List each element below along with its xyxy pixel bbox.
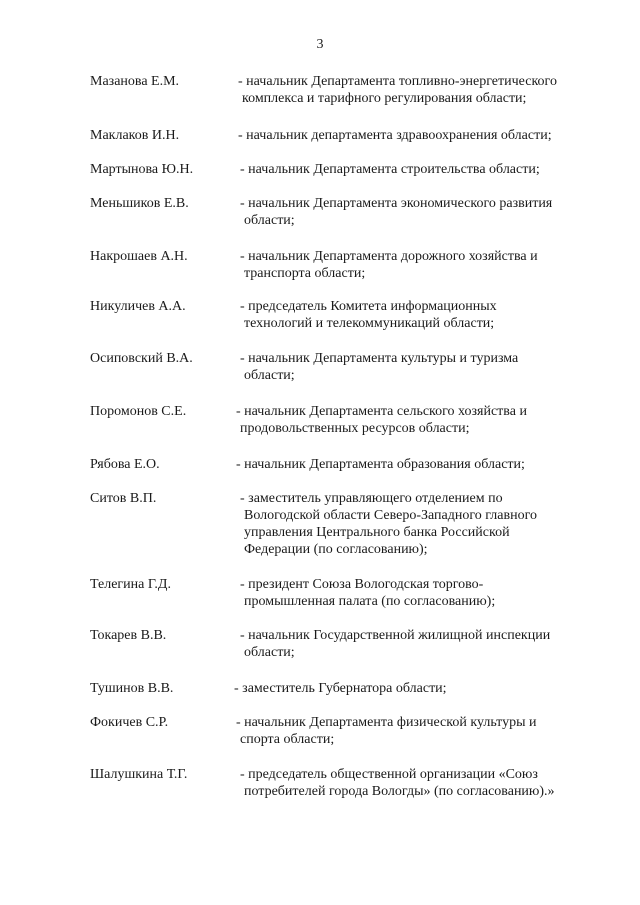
position-line: - начальник Департамента сельского хозяйства и: [236, 404, 527, 419]
member-position: [236, 403, 596, 437]
position-line: - начальник департамента здравоохранения области;: [238, 128, 552, 143]
page-number: 3: [316, 37, 324, 52]
position-line: области;: [244, 368, 295, 383]
member-name: Рябова Е.О.: [90, 457, 160, 472]
member-position: [238, 73, 598, 107]
member-position: [240, 161, 600, 178]
member-name: Поромонов С.Е.: [90, 404, 187, 419]
member-position: [240, 195, 600, 229]
position-line: - начальник Департамента физической культуры и: [236, 715, 537, 730]
member-name: Тушинов В.В.: [90, 681, 174, 696]
member-position: [240, 576, 600, 610]
member-name: Никуличев А.А.: [90, 299, 186, 314]
position-line: - начальник Департамента культуры и туризма: [240, 351, 519, 366]
position-line: - начальник Государственной жилищной инспекции: [240, 628, 551, 643]
position-line: - президент Союза Вологодская торгово-: [240, 577, 484, 592]
position-line: транспорта области;: [244, 266, 366, 281]
member-position: [240, 490, 600, 558]
position-line: области;: [244, 213, 295, 228]
position-line: - председатель общественной организации «Союз: [240, 767, 538, 782]
position-line: - заместитель Губернатора области;: [234, 681, 447, 696]
position-line: Федерации (по согласованию);: [244, 542, 428, 557]
member-name: Телегина Г.Д.: [90, 577, 171, 592]
position-line: продовольственных ресурсов области;: [240, 421, 470, 436]
member-name: Шалушкина Т.Г.: [90, 767, 188, 782]
position-line: - начальник Департамента образования области;: [236, 457, 525, 472]
member-name: Маклаков И.Н.: [90, 128, 180, 143]
position-line: промышленная палата (по согласованию);: [244, 594, 496, 609]
member-position: [240, 627, 600, 661]
member-position: [240, 350, 600, 384]
member-position: [236, 456, 596, 473]
member-position: [240, 298, 600, 332]
position-line: - начальник Департамента экономического развития: [240, 196, 553, 211]
position-line: - начальник Департамента топливно-энергетического: [238, 74, 557, 89]
position-line: - заместитель управляющего отделением по: [240, 491, 503, 506]
member-name: Мартынова Ю.Н.: [90, 162, 194, 177]
position-line: комплекса и тарифного регулирования области;: [242, 91, 527, 106]
member-position: [234, 680, 594, 697]
member-position: [240, 766, 600, 800]
position-line: - начальник Департамента дорожного хозяйства и: [240, 249, 538, 264]
member-name: Меньшиков Е.В.: [90, 196, 189, 211]
position-line: области;: [244, 645, 295, 660]
member-name: Мазанова Е.М.: [90, 74, 180, 89]
member-position: [236, 714, 596, 748]
member-name: Фокичев С.Р.: [90, 715, 169, 730]
position-line: потребителей города Вологды» (по согласованию).»: [244, 784, 555, 799]
position-line: Вологодской области Северо-Западного главного: [244, 508, 537, 523]
member-name: Токарев В.В.: [90, 628, 167, 643]
position-line: технологий и телекоммуникаций области;: [244, 316, 495, 331]
member-name: Осиповский В.А.: [90, 351, 193, 366]
position-line: спорта области;: [240, 732, 335, 747]
position-line: - начальник Департамента строительства области;: [240, 162, 540, 177]
member-position: [238, 127, 598, 144]
member-name: Ситов В.П.: [90, 491, 157, 506]
member-name: Накрошаев А.Н.: [90, 249, 188, 264]
position-line: - председатель Комитета информационных: [240, 299, 497, 314]
member-position: [240, 248, 600, 282]
position-line: управления Центрального банка Российской: [244, 525, 510, 540]
